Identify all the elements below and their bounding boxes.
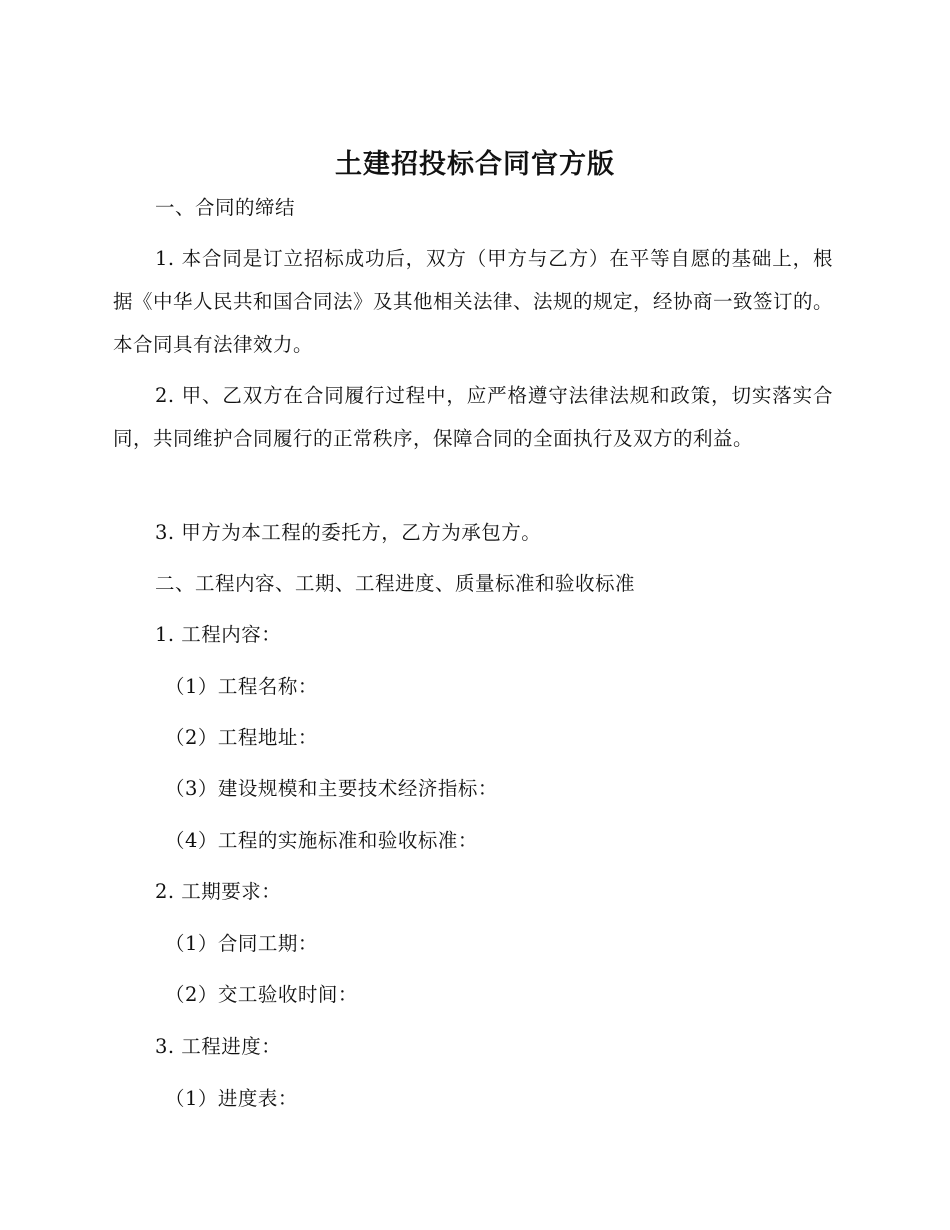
section-heading-project-scope: 二、工程内容、工期、工程进度、质量标准和验收标准 — [155, 572, 636, 595]
list-item-progress-table: （1）进度表： — [165, 1087, 298, 1110]
list-item-handover-time: （2）交工验收时间： — [165, 983, 358, 1006]
subsection-schedule-requirement: 2. 工期要求： — [155, 880, 282, 903]
list-item-project-address: （2）工程地址： — [165, 726, 318, 749]
list-item-project-name: （1）工程名称： — [165, 675, 318, 698]
document-title: 土建招投标合同官方版 — [335, 149, 615, 180]
list-item-contract-period: （1）合同工期： — [165, 932, 318, 955]
list-item-construction-scale: （3）建设规模和主要技术经济指标： — [165, 777, 498, 800]
subsection-project-content: 1. 工程内容： — [155, 623, 282, 646]
section-heading-contract-conclusion: 一、合同的缔结 — [155, 196, 296, 219]
clause-1-3: 3. 甲方为本工程的委托方，乙方为承包方。 — [155, 521, 542, 544]
subsection-project-progress: 3. 工程进度： — [155, 1035, 282, 1058]
list-item-acceptance-standard: （4）工程的实施标准和验收标准： — [165, 829, 478, 852]
clause-1-2: 2. 甲、乙双方在合同履行过程中，应严格遵守法律法规和政策，切实落实合同，共同维护合同履行的正常秩序，保障合同的全面执行及双方的利益。 — [113, 384, 833, 450]
clause-1-1: 1. 本合同是订立招标成功后，双方（甲方与乙方）在平等自愿的基础上，根据《中华人民共和国合同法》及其他相关法律、法规的规定，经协商一致签订的。 本合同具有法律效力。 — [113, 247, 834, 356]
